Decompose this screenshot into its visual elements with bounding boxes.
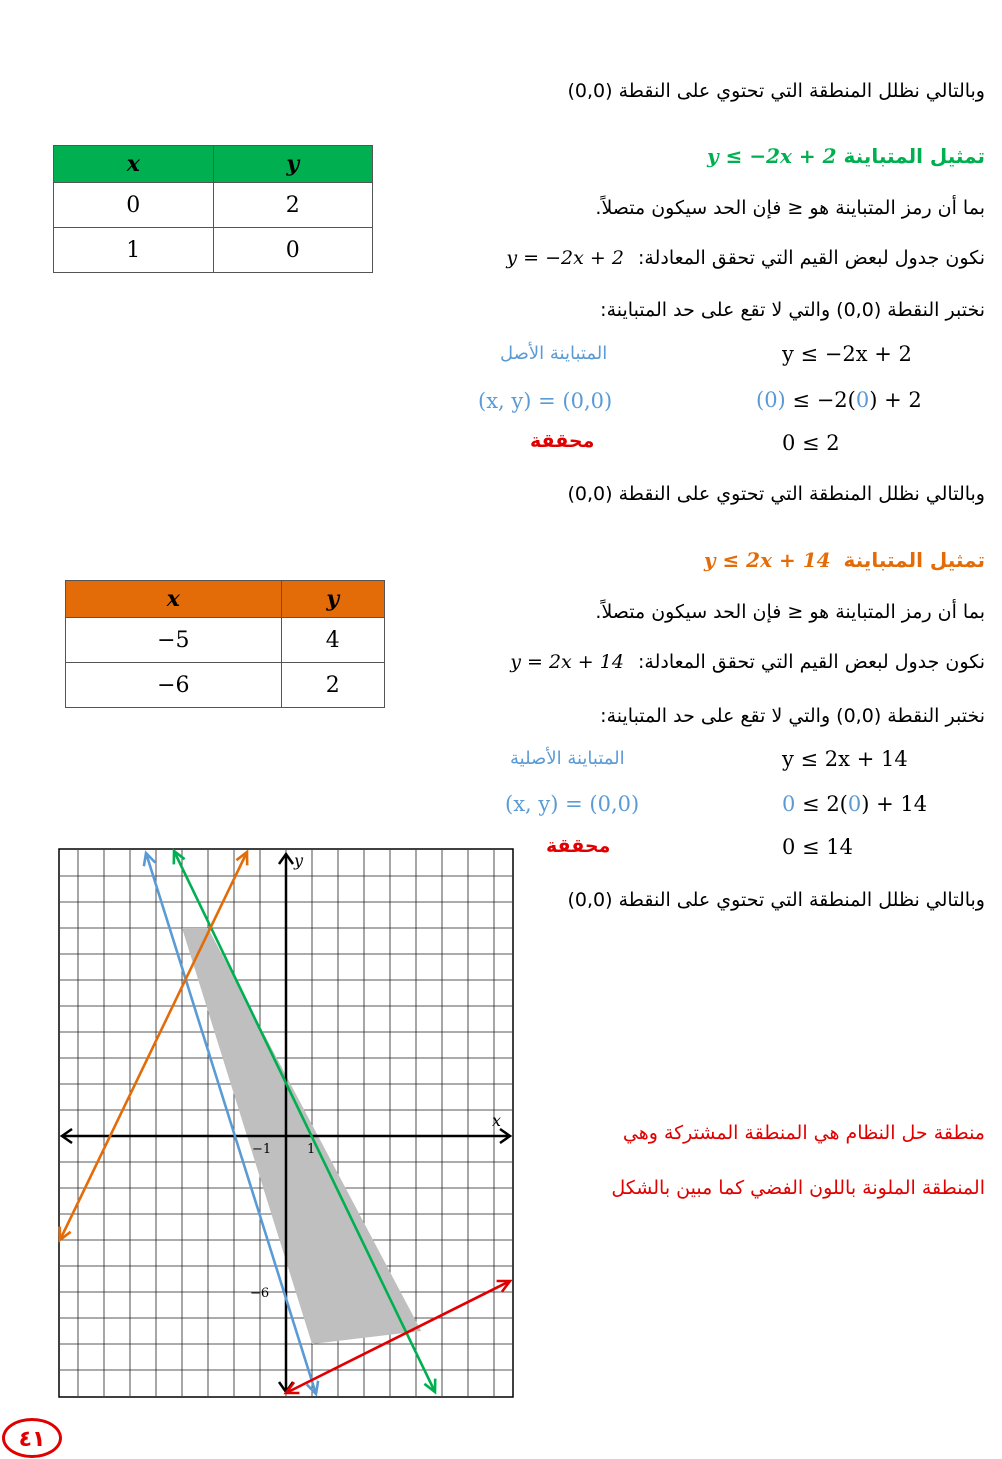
section2-check-label-2: (x, y) = (0,0) bbox=[478, 389, 613, 413]
section2-line2-math: y = −2x + 2 bbox=[506, 247, 624, 269]
section2-check-expr-3: 0 ≤ 2 bbox=[782, 431, 840, 455]
section3-table-header-x: x bbox=[66, 581, 282, 618]
section2-value-table bbox=[53, 145, 373, 273]
tick-label-y-neg6: −6 bbox=[250, 1286, 270, 1301]
section3-line2 bbox=[510, 651, 985, 673]
section3-check-label-1: المتباينة الأصلية bbox=[510, 748, 625, 769]
section2-check-expr-2c: 0 bbox=[855, 388, 870, 412]
section3-check-label-3: محققة bbox=[546, 835, 611, 857]
page-number: ٤١ bbox=[2, 1418, 62, 1458]
section2-line2 bbox=[506, 247, 985, 269]
section2-check-label-1: المتباينة الأصل bbox=[500, 343, 608, 364]
section2-table-header-x: x bbox=[54, 146, 214, 183]
y-axis-label: y bbox=[294, 851, 304, 870]
solution-note-line2: المنطقة الملونة باللون الفضي كما مبين بالشكل bbox=[611, 1177, 985, 1199]
tick-label-x-neg1: −1 bbox=[252, 1142, 272, 1157]
coordinate-graph bbox=[58, 848, 514, 1398]
section3-line1: بما أن رمز المتباينة هو ≤ فإن الحد سيكون متصلاً. bbox=[595, 601, 985, 623]
section2-heading bbox=[707, 144, 985, 168]
section3-line2-math: y = 2x + 14 bbox=[510, 651, 624, 673]
section3-heading bbox=[704, 548, 985, 572]
section3-value-table bbox=[65, 580, 385, 708]
section3-heading-math: y ≤ 2x + 14 bbox=[703, 548, 831, 572]
section2-check-expr-2d: ) + 2 bbox=[869, 388, 922, 412]
section3-table-cell: 2 bbox=[281, 663, 384, 708]
section1-conclusion: وبالتالي نظلل المنطقة التي تحتوي على النقطة (0,0) bbox=[567, 80, 985, 102]
section2-check-label-3: محققة bbox=[530, 430, 595, 452]
section2-line1: بما أن رمز المتباينة هو ≤ فإن الحد سيكون متصلاً. bbox=[595, 197, 985, 219]
section2-check-expr-2 bbox=[756, 388, 922, 412]
section3-table-cell: −6 bbox=[66, 663, 282, 708]
section2-check-expr-1: y ≤ −2x + 2 bbox=[782, 342, 912, 366]
section2-table-cell: 1 bbox=[54, 228, 214, 273]
section3-check-expr-2a: 0 bbox=[782, 792, 796, 816]
section3-conclusion: وبالتالي نظلل المنطقة التي تحتوي على النقطة (0,0) bbox=[567, 889, 985, 911]
section2-check-expr-2a: (0) bbox=[756, 388, 786, 412]
section2-table-cell: 2 bbox=[213, 183, 373, 228]
section3-check-expr-2d: ) + 14 bbox=[861, 792, 928, 816]
section3-check-expr-1: y ≤ 2x + 14 bbox=[782, 747, 908, 771]
section3-table-header-y: y bbox=[281, 581, 384, 618]
section2-check-expr-2b: ≤ −2( bbox=[785, 388, 856, 412]
section2-heading-text: تمثيل المتباينة bbox=[843, 144, 985, 168]
section3-check-expr-2b: ≤ 2( bbox=[795, 792, 848, 816]
section3-table-cell: −5 bbox=[66, 618, 282, 663]
tick-label-x-pos1: 1 bbox=[307, 1142, 316, 1157]
section2-table-header-y: y bbox=[213, 146, 373, 183]
section3-check-expr-2c: 0 bbox=[847, 792, 862, 816]
section2-conclusion: وبالتالي نظلل المنطقة التي تحتوي على النقطة (0,0) bbox=[567, 483, 985, 505]
x-axis-label: x bbox=[492, 1111, 502, 1130]
section3-line2-text: نكون جدول لبعض القيم التي تحقق المعادلة: bbox=[637, 651, 985, 673]
section3-line3: نختبر النقطة (0,0) والتي لا تقع على حد المتباينة: bbox=[600, 705, 985, 727]
section3-heading-text: تمثيل المتباينة bbox=[843, 548, 985, 572]
solution-note-line1: منطقة حل النظام هي المنطقة المشتركة وهي bbox=[622, 1122, 985, 1144]
section3-check-expr-3: 0 ≤ 14 bbox=[782, 835, 854, 859]
section3-check-label-2: (x, y) = (0,0) bbox=[505, 792, 640, 816]
section2-heading-math: y ≤ −2x + 2 bbox=[707, 144, 837, 168]
section3-check-expr-2 bbox=[782, 792, 927, 816]
section2-table-cell: 0 bbox=[213, 228, 373, 273]
section3-table-cell: 4 bbox=[281, 618, 384, 663]
section2-line2-text: نكون جدول لبعض القيم التي تحقق المعادلة: bbox=[637, 247, 985, 269]
section2-line3: نختبر النقطة (0,0) والتي لا تقع على حد المتباينة: bbox=[600, 299, 985, 321]
section2-table-cell: 0 bbox=[54, 183, 214, 228]
